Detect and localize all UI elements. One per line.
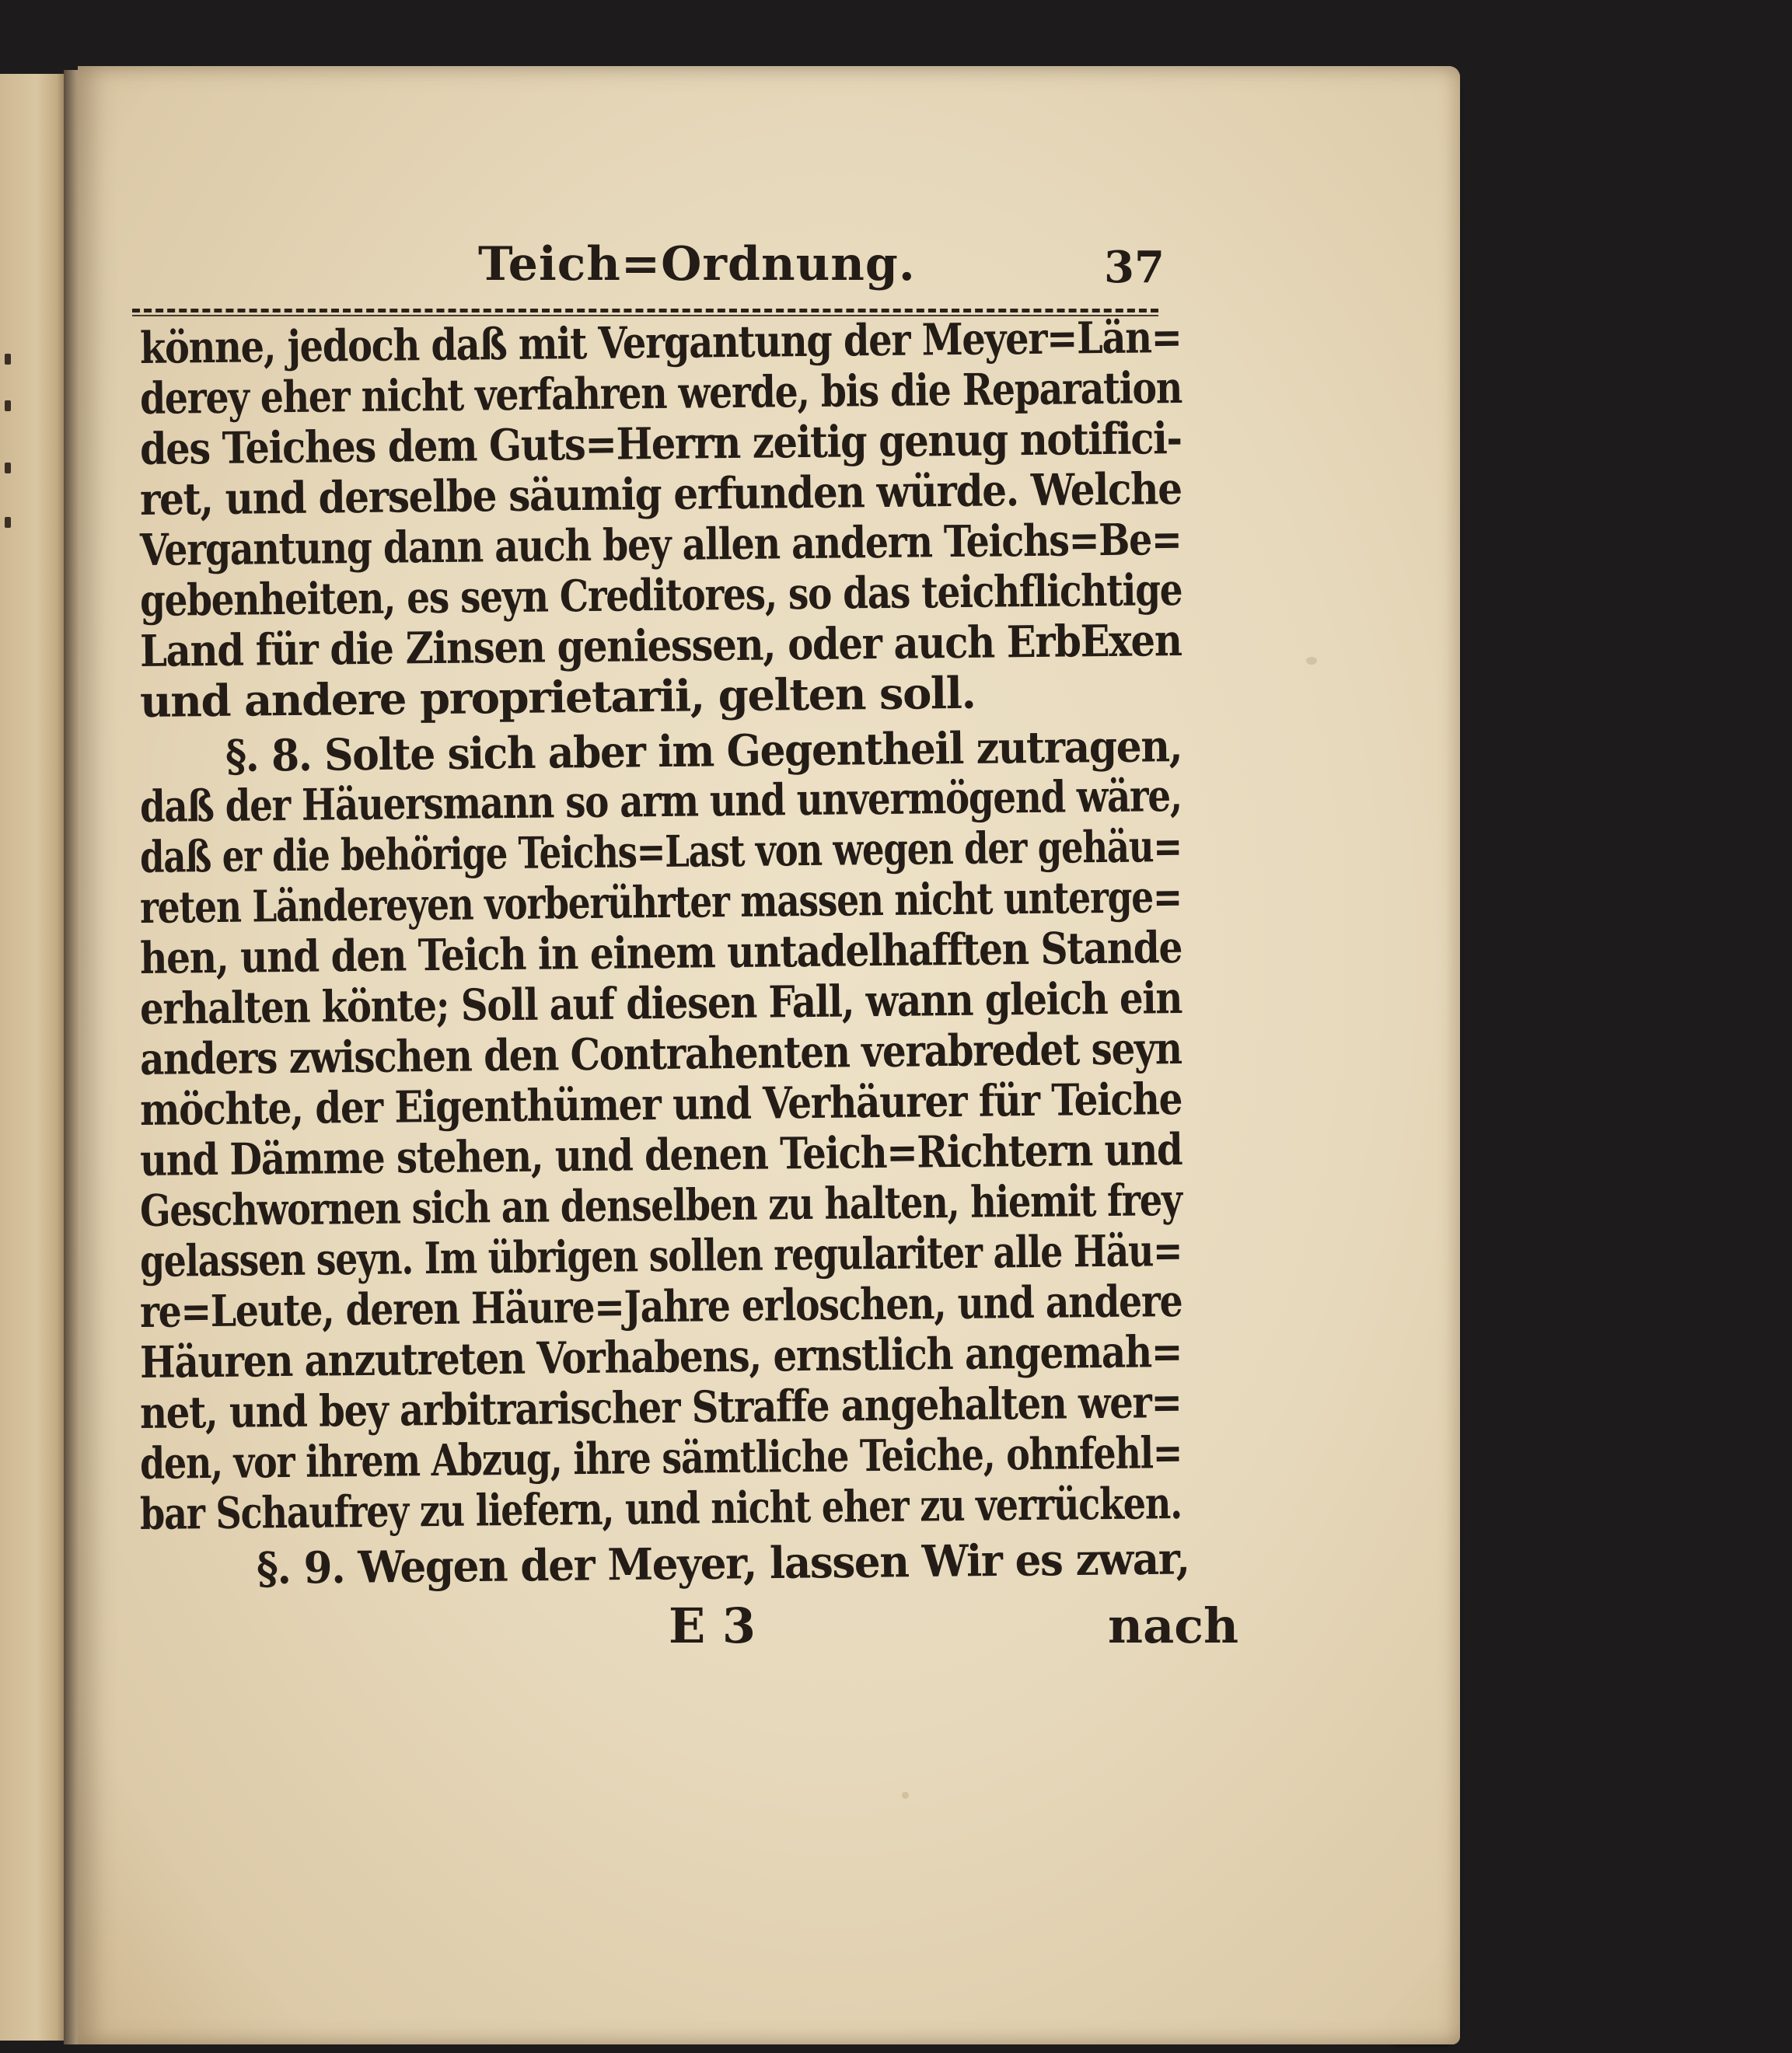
text-line: anders zwischen den Contrahenten verabredet seyn — [139, 1022, 1182, 1085]
text-line: Häuren anzutreten Vorhabens, ernstlich angemah= — [139, 1325, 1182, 1388]
text-line: bar Schaufrey zu liefern, und nicht eher zu verrücken. — [139, 1477, 1182, 1540]
text-line: hen, und den Teich in einem untadelhafften Stande — [139, 921, 1182, 984]
text-line: gebenheiten, es seyn Creditores, so das teichflichtige — [139, 564, 1182, 627]
text-line: daß er die behörige Teichs=Last von wegen der gehäu= — [139, 820, 1182, 883]
text-line: des Teiches dem Guts=Herrn zeitig genug notifici- — [139, 412, 1182, 475]
left-facing-page — [0, 74, 67, 2041]
text-line: derey eher nicht verfahren werde, bis die Reparation — [139, 361, 1182, 424]
text-line: möchte, der Eigenthümer und Verhäurer für Teiche — [139, 1073, 1182, 1136]
text-line: ret, und derselbe säumig erfunden würde. Welche — [139, 463, 1182, 525]
section-9-line: §. 9. Wegen der Meyer, lassen Wir es zwar, — [256, 1533, 1189, 1594]
text-line: und andere proprietarii, gelten soll. — [139, 667, 976, 728]
text-line: daß der Häuersmann so arm und unvermögend wäre, — [139, 770, 1182, 833]
ink-mark — [5, 400, 11, 411]
text-line: Geschwornen sich an denselben zu halten, hiemit frey — [139, 1174, 1182, 1237]
text-line: reten Ländereyen vorberührter massen nicht unterge= — [139, 871, 1182, 934]
signature-mark: E 3 — [669, 1597, 756, 1654]
ink-mark — [5, 354, 11, 365]
text-line: Vergantung dann auch bey allen andern Teichs=Be= — [139, 513, 1182, 576]
text-line: den, vor ihrem Abzug, ihre sämtliche Teiche, ohnfehl= — [139, 1426, 1182, 1489]
ink-mark — [5, 463, 11, 473]
text-line: und Dämme stehen, und denen Teich=Richtern und — [139, 1123, 1182, 1186]
paper-spot — [1306, 657, 1317, 665]
paper-spot — [902, 1792, 909, 1799]
page-number: 37 — [1104, 242, 1165, 293]
text-line: gelassen seyn. Im übrigen sollen regulariter alle Häu= — [139, 1224, 1182, 1287]
running-title: Teich=Ordnung. — [478, 237, 916, 292]
running-head — [132, 237, 1165, 307]
section-8-line: §. 8. Solte sich aber im Gegentheil zutragen, — [225, 721, 1182, 782]
text-line: net, und bey arbitrarischer Straffe angehalten wer= — [139, 1376, 1182, 1439]
catchword: nach — [1108, 1597, 1239, 1654]
text-line: könne, jedoch daß mit Vergantung der Meyer=Län= — [139, 311, 1182, 374]
ink-mark — [5, 517, 11, 528]
text-line: erhalten könte; Soll auf diesen Fall, wann gleich ein — [139, 972, 1182, 1035]
text-line: Land für die Zinsen geniessen, oder auch ErbExen — [139, 614, 1182, 677]
text-line: re=Leute, deren Häure=Jahre erloschen, und andere — [139, 1275, 1182, 1338]
header-rule — [132, 309, 1158, 312]
